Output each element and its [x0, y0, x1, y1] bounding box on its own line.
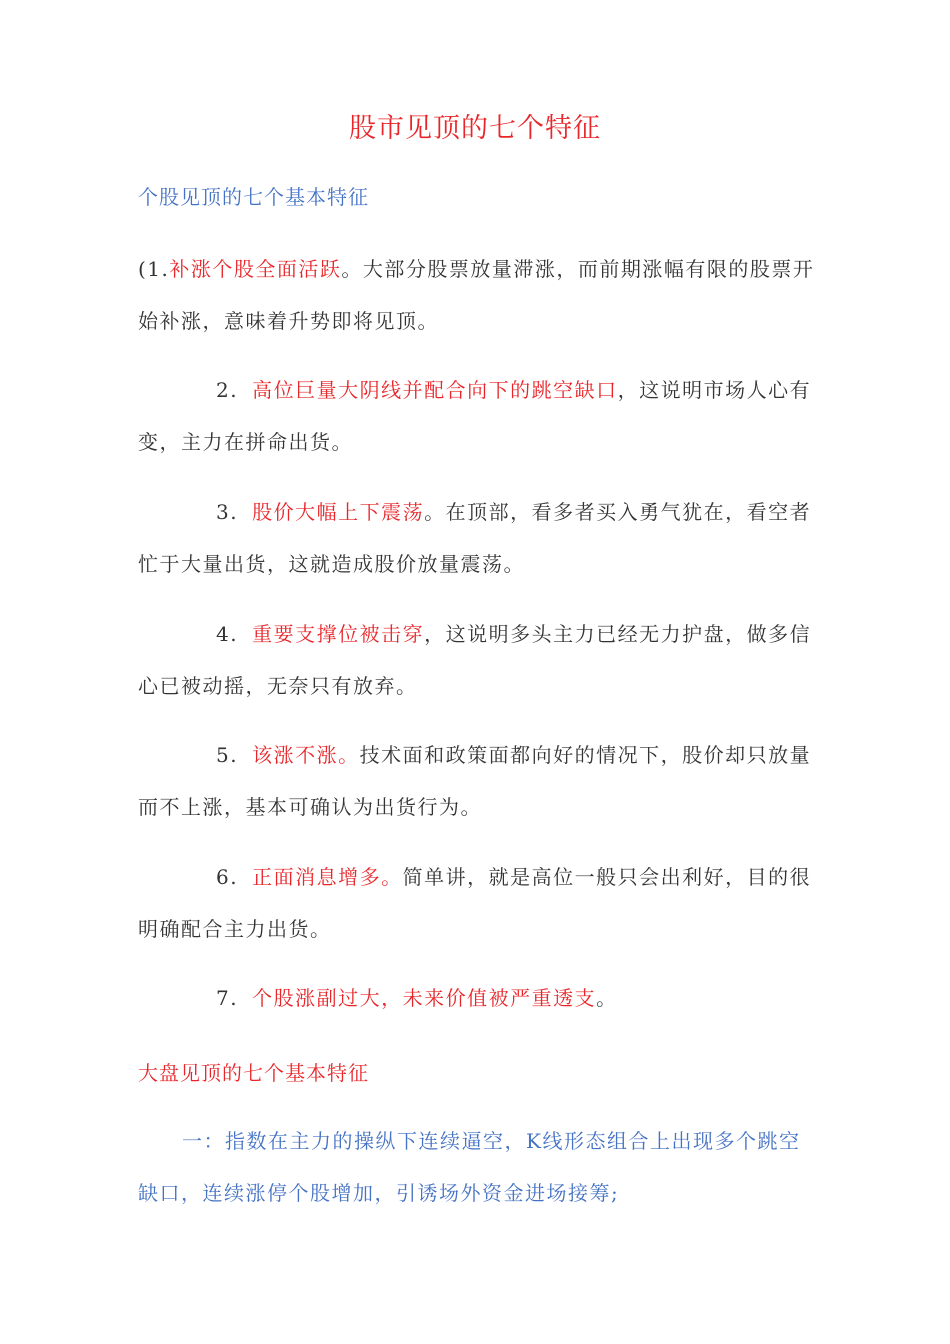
item-highlight: 该涨不涨。	[252, 743, 360, 767]
item-number: 5.	[216, 743, 239, 767]
item-text: 指数在主力的操纵下连续逼空，K线形态组合上出现多个跳空缺口，连续涨停个股增加，引诱场外资金进场接筹;	[138, 1129, 801, 1205]
item-number: 7.	[216, 986, 239, 1010]
item-highlight: 重要支撑位被击穿	[252, 622, 425, 646]
item-number: 4.	[216, 622, 239, 646]
item-text: ，这说明多头主力已经无力护盘，做多信心已被动摇，无奈只有放弃。	[138, 622, 812, 698]
list-item-2	[138, 364, 818, 468]
item-text: 简单讲，就是高位一般只会出利好，目的很明确配合主力出货。	[138, 865, 812, 941]
item-highlight: 高位巨量大阴线并配合向下的跳空缺口	[252, 378, 618, 402]
item-number: (1.	[138, 257, 170, 281]
list-item-1	[138, 243, 818, 347]
item-highlight: 补涨个股全面活跃	[169, 257, 342, 281]
item-number: 6.	[216, 865, 239, 889]
section-heading-market: 大盘见顶的七个基本特征	[138, 1061, 369, 1085]
item-highlight: 股价大幅上下震荡	[252, 500, 425, 524]
list-item-4	[138, 608, 818, 712]
list-item-5	[138, 729, 818, 833]
document-title: 股市见顶的七个特征	[349, 113, 601, 144]
market-list-item-1	[138, 1115, 818, 1219]
list-item-3	[138, 486, 818, 590]
item-highlight: 正面消息增多。	[252, 865, 403, 889]
item-highlight: 个股涨副过大，未来价值被严重透支	[252, 986, 597, 1010]
item-number: 3.	[216, 500, 239, 524]
section-heading-individual-stocks: 个股见顶的七个基本特征	[138, 185, 369, 209]
list-item-7	[138, 972, 818, 1024]
list-item-6	[138, 851, 818, 955]
item-number: 一：	[182, 1129, 225, 1153]
item-number: 2.	[216, 378, 239, 402]
item-text: 。大部分股票放量滞涨，而前期涨幅有限的股票开始补涨，意味着升势即将见顶。	[138, 257, 815, 333]
item-text: 。	[596, 986, 618, 1010]
item-text: 技术面和政策面都向好的情况下，股价却只放量而不上涨，基本可确认为出货行为。	[138, 743, 812, 819]
item-text: ，这说明市场人心有变，主力在拼命出货。	[138, 378, 812, 454]
item-text: 。在顶部，看多者买入勇气犹在，看空者忙于大量出货，这就造成股价放量震荡。	[138, 500, 812, 576]
